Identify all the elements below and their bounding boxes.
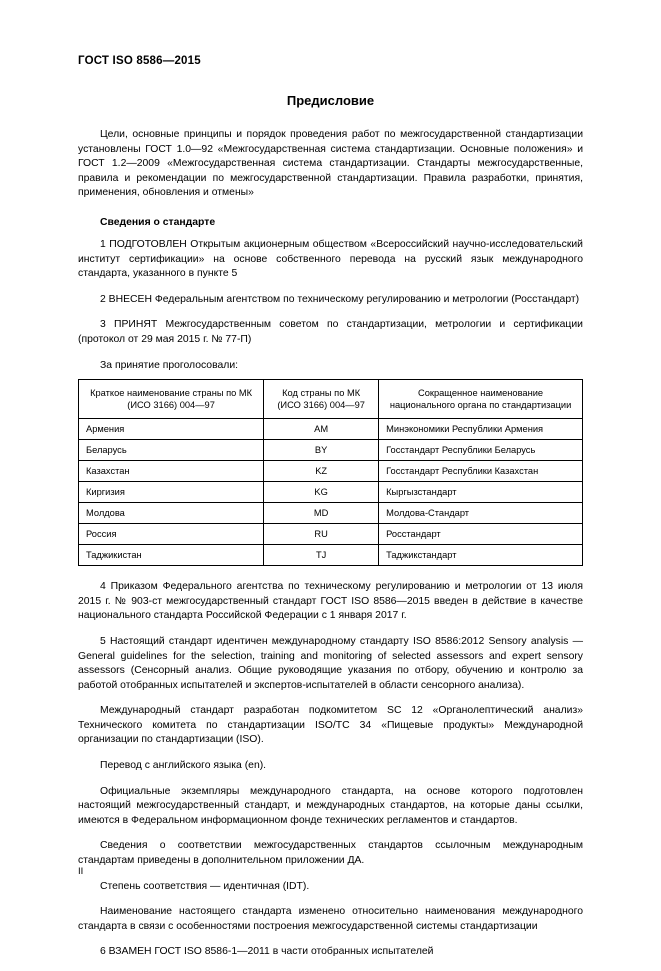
table-row <box>79 545 583 566</box>
country-table <box>78 379 583 566</box>
column-header-country: Краткое наименование страны по МК (ИСО 3166) 004—97 <box>79 380 264 419</box>
cell-body: Молдова-Стандарт <box>379 503 583 524</box>
paragraph-5-sub-5: Степень соответствия — идентичная (IDT). <box>100 880 310 892</box>
cell-code: KG <box>264 482 379 503</box>
table-row <box>79 419 583 440</box>
cell-body: Госстандарт Республики Беларусь <box>379 440 583 461</box>
table-body <box>79 419 583 566</box>
cell-code: TJ <box>264 545 379 566</box>
cell-code: BY <box>264 440 379 461</box>
paragraph-item-2: 2 ВНЕСЕН Федеральным агентством по техническому регулированию и метрологии (Росстандарт) <box>100 293 580 305</box>
column-header-body: Сокращенное наименование национального органа по стандартизации <box>379 380 583 419</box>
cell-country: Армения <box>79 419 264 440</box>
paragraph-5-sub-6: Наименование настоящего стандарта изменено относительно наименования международного стандарта в связи с особенностями построения межгосударственной системы стандартизации <box>78 906 583 932</box>
cell-code: KZ <box>264 461 379 482</box>
cell-body: Кыргызстандарт <box>379 482 583 503</box>
paragraph-5-sub-3: Официальные экземпляры международного стандарта, на основе которого подготовлен настоящий межгосударственный стандарт, и международных стандартов, на которые даны ссылки, имеются в Федеральном информационном фонде технических регламентов и стандартов. <box>78 785 583 826</box>
cell-country: Киргизия <box>79 482 264 503</box>
paragraph-item-4: 4 Приказом Федерального агентства по техническому регулированию и метрологии от 13 июля 2015 г. № 903-ст межгосударственный стандарт ГОСТ ISO 8586—2015 введен в действие в качестве национального стандарта Российской Федерации с 1 января 2017 г. <box>78 581 583 622</box>
cell-code: AM <box>264 419 379 440</box>
paragraph-5-sub-2: Перевод с английского языка (en). <box>100 760 267 772</box>
cell-country: Беларусь <box>79 440 264 461</box>
table-row <box>79 440 583 461</box>
table-row <box>79 461 583 482</box>
table-header-row <box>79 380 583 419</box>
section-heading-standard-info: Сведения о стандарте <box>100 216 216 228</box>
cell-body: Таджикстандарт <box>379 545 583 566</box>
cell-country: Казахстан <box>79 461 264 482</box>
paragraph-5-sub-1: Международный стандарт разработан подкомитетом SC 12 «Органолептический анализ» Технического комитета по стандартизации ISO/ТС 34 «Пищевые продукты» Международной организации по стандартизации (ISO). <box>78 705 583 746</box>
cell-body: Госстандарт Республики Казахстан <box>379 461 583 482</box>
cell-country: Таджикистан <box>79 545 264 566</box>
document-header: ГОСТ ISO 8586—2015 <box>78 55 201 67</box>
page-content <box>78 55 583 971</box>
paragraph-item-5: 5 Настоящий стандарт идентичен международному стандарту ISO 8586:2012 Sensory analysis — General guidelines for the selection, training and monitoring of selected assessors and expert sensory assessors (Сенсорный анализ. Общие руководящие указания по отбору, обучению и контролю за работой отобранных испытателей и экспертов-испытателей в области сенсорного анализа). <box>78 635 583 691</box>
cell-code: RU <box>264 524 379 545</box>
cell-body: Росстандарт <box>379 524 583 545</box>
cell-country: Молдова <box>79 503 264 524</box>
vote-line: За принятие проголосовали: <box>100 359 239 371</box>
paragraph-item-3: 3 ПРИНЯТ Межгосударственным советом по стандартизации, метрологии и сертификации (протокол от 29 мая 2015 г. № 77-П) <box>78 319 583 345</box>
table-head <box>79 380 583 419</box>
page-title: Предисловие <box>286 93 375 108</box>
table-row <box>79 503 583 524</box>
paragraph-item-6: 6 ВЗАМЕН ГОСТ ISO 8586-1—2011 в части отобранных испытателей <box>100 946 434 958</box>
column-header-code: Код страны по МК (ИСО 3166) 004—97 <box>264 380 379 419</box>
table-row <box>79 482 583 503</box>
page-number: II <box>78 866 84 877</box>
cell-code: MD <box>264 503 379 524</box>
table-row <box>79 524 583 545</box>
paragraph-5-sub-4: Сведения о соответствии межгосударственных стандартов ссылочным международным стандартам приведены в дополнительном приложении ДА. <box>78 840 583 867</box>
cell-body: Минэкономики Республики Армения <box>379 419 583 440</box>
paragraph-intro: Цели, основные принципы и порядок проведения работ по межгосударственной стандартизации установлены ГОСТ 1.0—92 «Межгосударственная система стандартизации. Основные положения» и ГОСТ 1.2—2009 «Межгосударственная система стандартизации. Стандарты межгосударственные, правила и рекомендации по межгосударственной стандартизации. Правила разработки, принятия, применения, обновления и отмены» <box>78 129 583 199</box>
cell-country: Россия <box>79 524 264 545</box>
paragraph-item-1: 1 ПОДГОТОВЛЕН Открытым акционерным обществом «Всероссийский научно-исследовательский институт сертификации» на основе собственного перевода на русский язык международного стандарта, указанного в пункте 5 <box>78 238 583 280</box>
